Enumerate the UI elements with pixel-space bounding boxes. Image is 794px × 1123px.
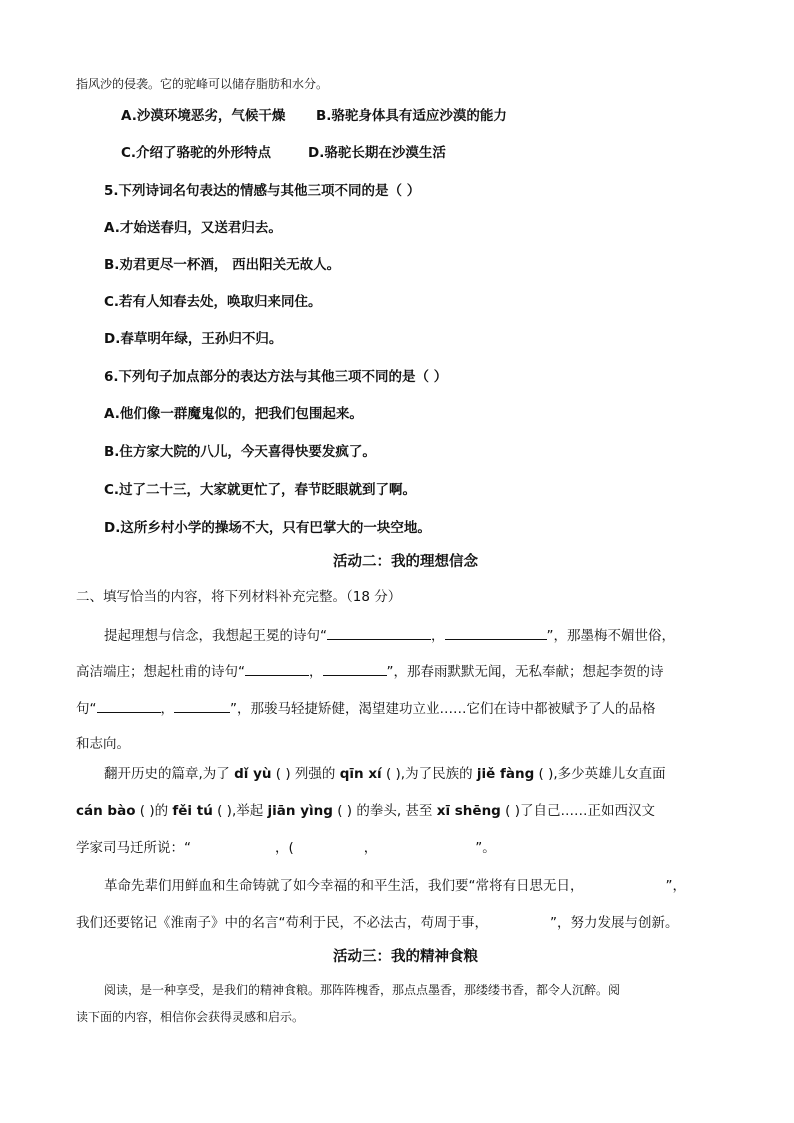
section-2-heading: 二、填写恰当的内容，将下列材料补充完整。（18 分）: [76, 589, 402, 605]
q6-option-a: A.他们像一群魔鬼似的，把我们包围起来。: [104, 406, 363, 422]
para1-line2-text-b: ，: [309, 664, 323, 680]
pinyin-jiefang: jiě fàng: [476, 766, 535, 782]
para3-line1: [104, 876, 686, 896]
para1-line3-text-b: ，: [160, 701, 174, 717]
q6-option-b: B.住方家大院的八儿，今天喜得快要发疯了。: [104, 444, 376, 460]
fill-blank-lihe-2[interactable]: [174, 698, 230, 713]
para3-line1-text-b: ”，: [665, 878, 686, 894]
para1-line1: [104, 625, 675, 646]
q4-option-d: D.骆驼长期在沙漠生活: [308, 145, 446, 161]
reading-intro-line1: 阅读，是一种享受，是我们的精神食粮。那阵阵槐香，那点点墨香，那缕缕书香，都令人沉醉。阅: [104, 983, 621, 997]
para2-line3-text-d: ”。: [475, 840, 496, 856]
para2-line3: [76, 838, 496, 858]
q5-option-d: D.春草明年绿，王孙归不归。: [104, 331, 283, 347]
para1-line2-text-c: ”，那春雨默默无闻，无私奉献；想起李贺的诗: [386, 664, 664, 680]
q4-option-c: C.介绍了骆驼的外形特点: [121, 145, 272, 161]
pinyin-feitu: fěi tú: [172, 803, 213, 819]
intro-tail-text: 指风沙的侵袭。它的驼峰可以储存脂肪和水分。: [76, 77, 329, 91]
pinyin-qinxi: qīn xí: [339, 766, 382, 782]
pinyin-xisheng: xī shēng: [436, 803, 501, 819]
fill-blank-wangmian-2[interactable]: [445, 625, 547, 640]
activity-2-title: 活动二：我的理想信念: [333, 554, 478, 570]
para3-line2: [76, 913, 679, 933]
para1-line3-text-a: 句“: [76, 701, 97, 717]
q4-option-a: A.沙漠环境恶劣，气候干燥: [121, 108, 286, 124]
para2-line1-text-a: 翻开历史的篇章,为了: [104, 766, 230, 782]
para1-line1-text-b: ，: [431, 628, 445, 644]
activity-3-title: 活动三：我的精神食粮: [333, 949, 478, 965]
pinyin-diyu: dǐ yù: [234, 766, 272, 782]
para1-line1-text-c: ”，那墨梅不媚世俗，: [546, 628, 675, 644]
answer-box-jiefang: ( ),多少英雄儿女直面: [538, 766, 666, 782]
para1-line4: 和志向。: [76, 736, 130, 752]
question-6: 6.下列句子加点部分的表达方法与其他三项不同的是（ ）: [104, 369, 448, 385]
para2-line3-text-b: ，(: [275, 840, 294, 856]
para2-line3-text-a: 学家司马迁所说：“: [76, 840, 191, 856]
q5-option-b: B.劝君更尽一杯酒， 西出阳关无故人。: [104, 257, 341, 273]
para1-line3: [76, 698, 656, 719]
q4-option-b: B.骆驼身体具有适应沙漠的能力: [316, 108, 507, 124]
para2-line3-text-c: ，: [363, 840, 378, 856]
answer-box-canbao: ( )的: [139, 803, 169, 819]
pinyin-canbao: cán bào: [76, 803, 136, 819]
fill-blank-dufu-2[interactable]: [323, 661, 387, 676]
answer-box-qinxi: ( ),为了民族的: [385, 766, 473, 782]
q6-option-c: C.过了二十三，大家就更忙了，春节眨眼就到了啊。: [104, 482, 417, 498]
q5-option-a: A.才始送春归，又送君归去。: [104, 220, 282, 236]
answer-box-diyu: ( ) 列强的: [275, 766, 336, 782]
fill-blank-lihe-1[interactable]: [97, 698, 161, 713]
fill-blank-wangmian-1[interactable]: [327, 625, 431, 640]
q5-option-c: C.若有人知春去处，唤取归来同住。: [104, 294, 322, 310]
answer-box-jianying: ( ) 的拳头, 甚至: [337, 803, 433, 819]
para3-line2-text-b: ”，努力发展与创新。: [550, 915, 679, 931]
pinyin-jianying: jiān yìng: [267, 803, 333, 819]
answer-box-xisheng: ( )了自己……正如西汉文: [505, 803, 655, 819]
fill-blank-dufu-1[interactable]: [245, 661, 309, 676]
para1-line3-text-c: ”，那骏马轻捷矫健，渴望建功立业……它们在诗中都被赋予了人的品格: [230, 701, 656, 717]
para3-line2-text-a: 我们还要铭记《淮南子》中的名言“苟利于民，不必法古，苟周于事，: [76, 915, 488, 931]
para2-line1: [104, 764, 666, 784]
para1-line2: [76, 661, 664, 682]
para2-line2: [76, 801, 655, 821]
para3-line1-text-a: 革命先辈们用鲜血和生命铸就了如今幸福的和平生活，我们要“常将有日思无日，: [104, 878, 584, 894]
para1-line1-text-a: 提起理想与信念，我想起王冕的诗句“: [104, 628, 327, 644]
para1-line2-text-a: 高洁端庄；想起杜甫的诗句“: [76, 664, 245, 680]
answer-box-feitu: ( ),举起: [217, 803, 264, 819]
q6-option-d: D.这所乡村小学的操场不大，只有巴掌大的一块空地。: [104, 520, 431, 536]
reading-intro-line2: 读下面的内容，相信你会获得灵感和启示。: [76, 1010, 305, 1024]
question-5: 5.下列诗词名句表达的情感与其他三项不同的是（ ）: [104, 183, 421, 199]
